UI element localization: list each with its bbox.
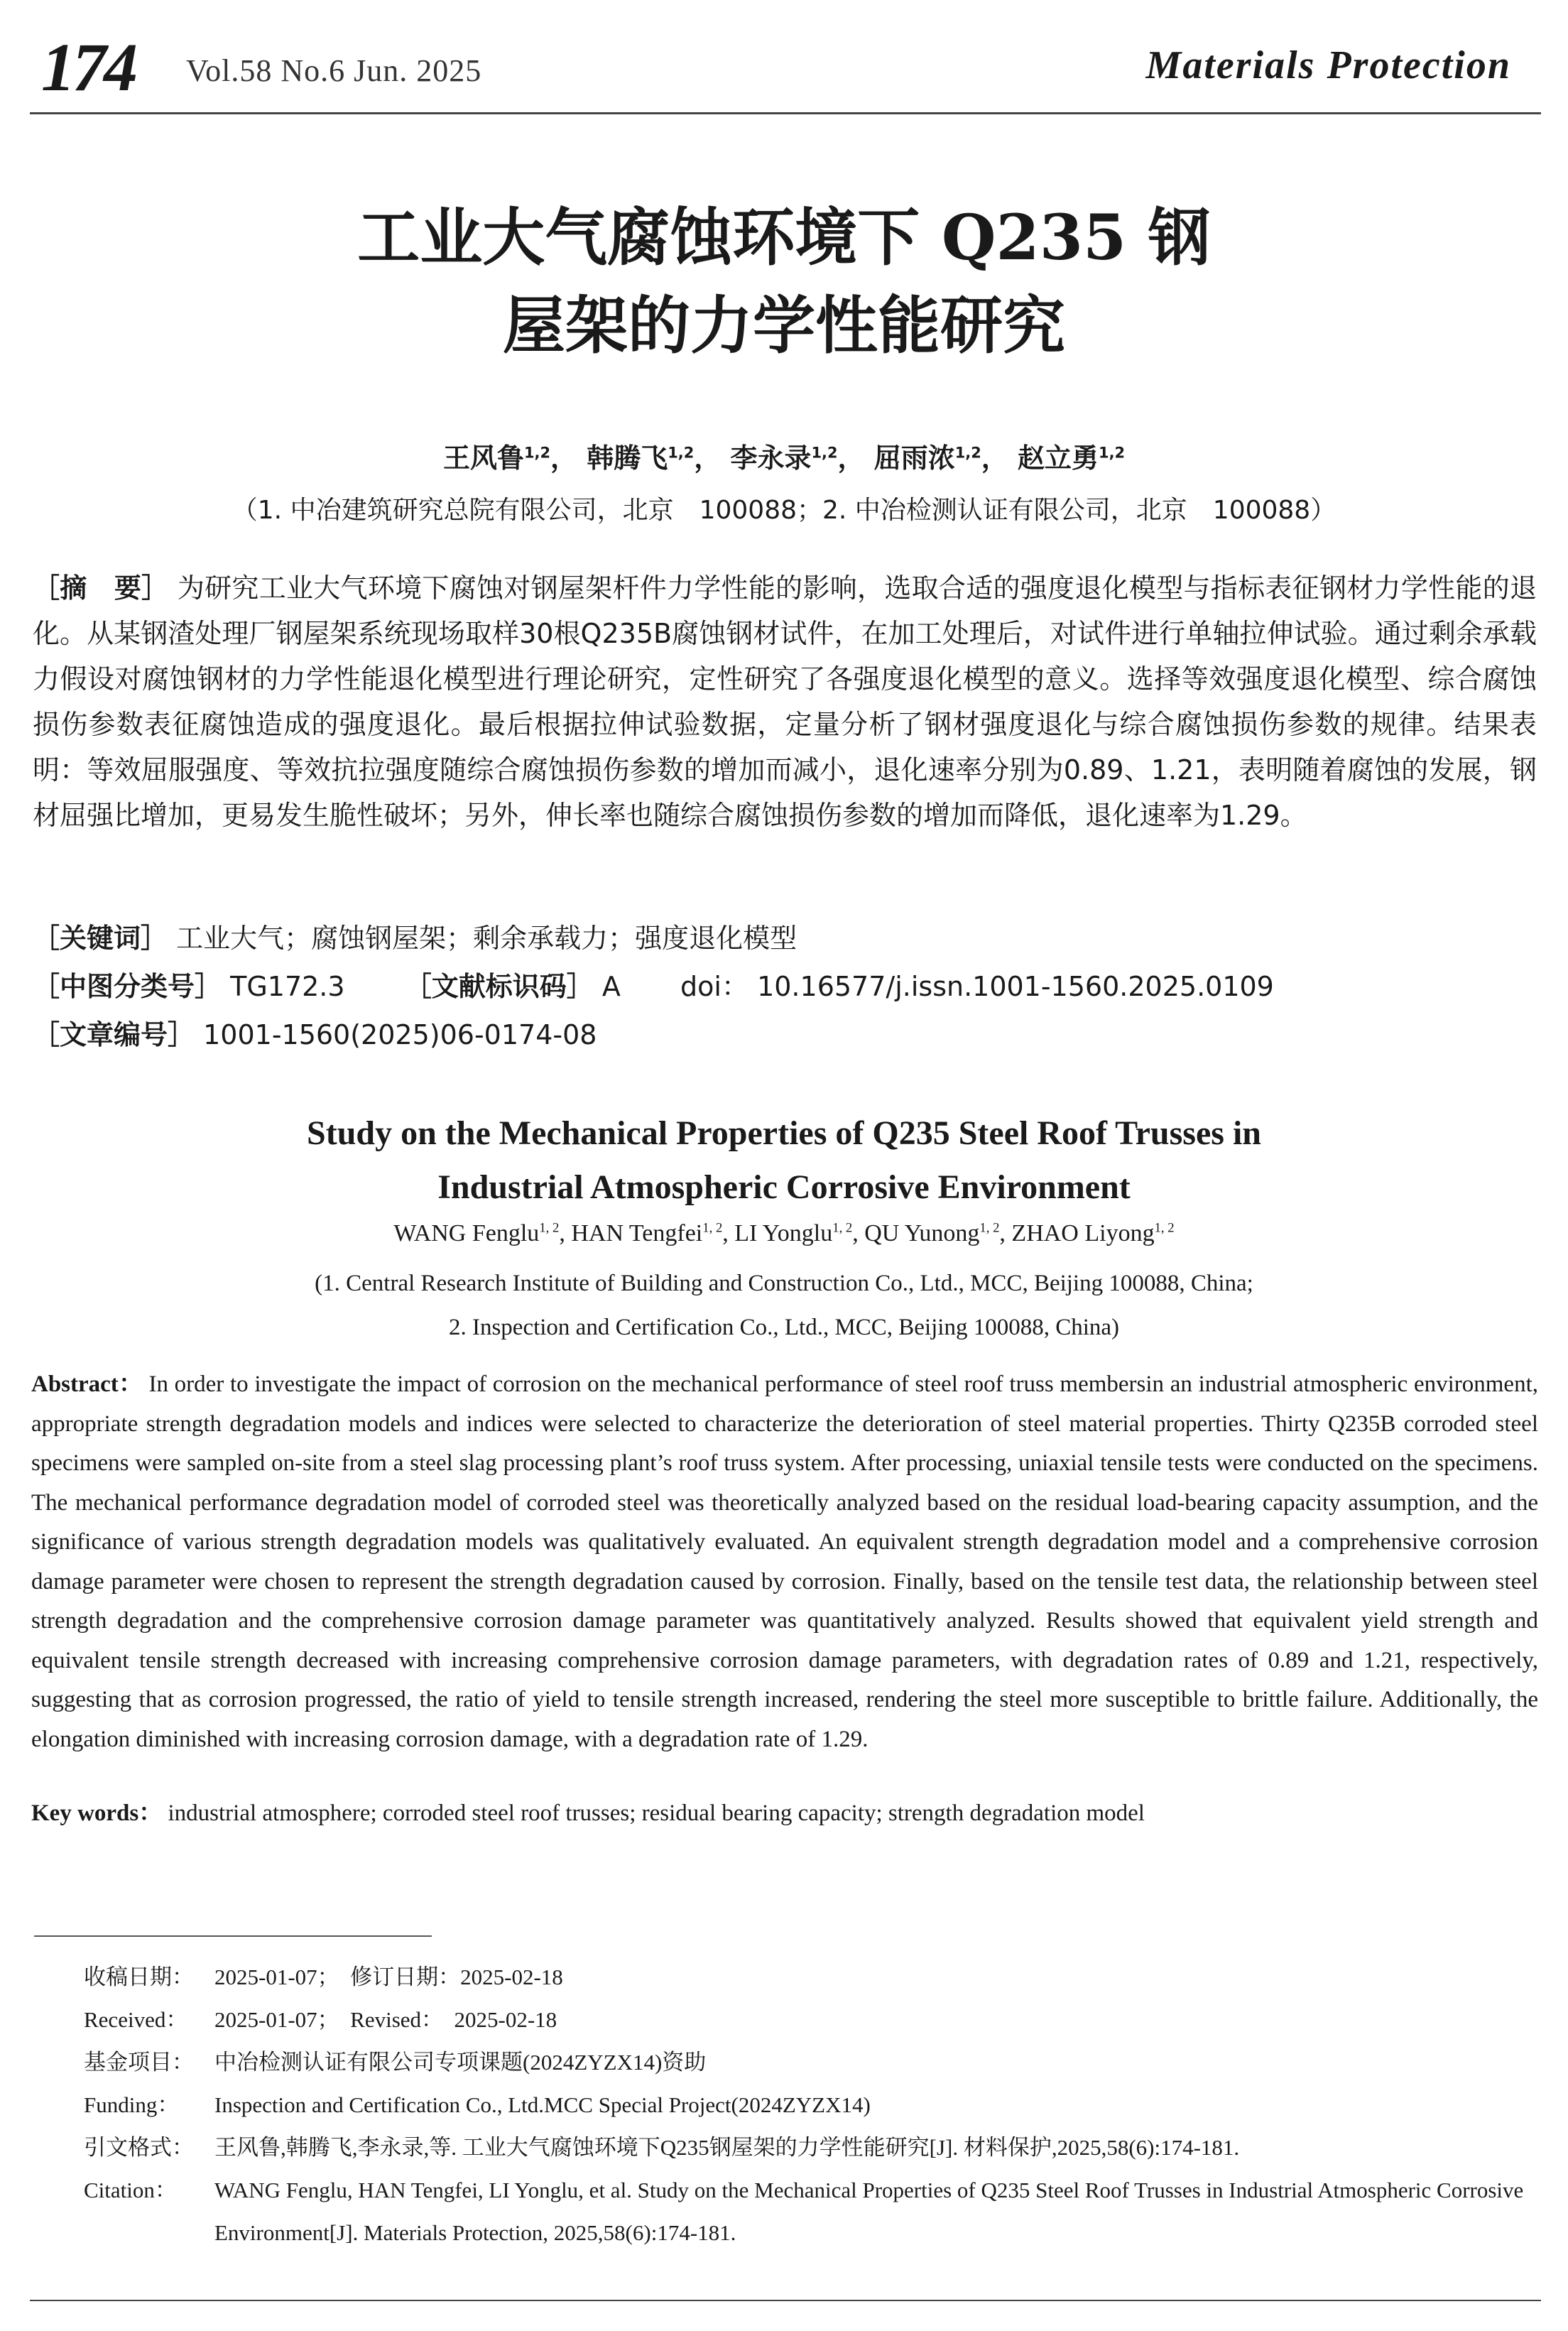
classification-line [33,965,1274,1004]
keywords-en-label: Key words： [31,1800,163,1826]
title-en-line1: Study on the Mechanical Properties of Q235 Steel Roof Trusses in [307,1114,1261,1152]
author-en: LI Yonglu$^{1, 2}$ [734,1220,853,1246]
footnote-citation-en: Citation： WANG Fenglu, HAN Tengfei, LI Yonglu, et al. Study on the Mechanical Properties of Q235 Steel Roof Trusses in Industrial Atmospheric Corrosive Environment[J]. Materials Protection, 2025,58(6):174-181. [84,2178,1524,2245]
clc-label: ［中图分类号］ [33,971,222,1002]
clc-value: TG172.3 [230,971,345,1002]
affiliation-en-line1: (1. Central Research Institute of Building and Construction Co., Ltd., MCC, Beijing 100088, China; [315,1271,1253,1296]
doc-code-label: ［文献标识码］ [404,971,594,1002]
header-rule [30,112,1541,114]
doi-label: doi： [680,971,748,1002]
issue-info: Vol.58 No.6 Jun. 2025 [186,53,482,88]
journal-name: Materials Protection [1145,43,1511,87]
article-number [33,1013,597,1052]
abstract-zh-label: ［摘 要］ [33,572,169,604]
doi-value: 10.16577/j.issn.1001-1560.2025.0109 [757,971,1274,1002]
keywords-en [31,1794,1538,1827]
title-en-line2: Industrial Atmospheric Corrosive Environment [437,1168,1131,1206]
footnote-funding-en: Funding： Inspection and Certification Co., Ltd.MCC Special Project(2024ZYZX14) [84,2092,871,2117]
abstract-zh [33,565,1537,838]
footnote-rule [34,1935,432,1937]
footnotes [84,1956,1547,2254]
keywords-en-text: industrial atmosphere; corroded steel roof trusses; residual bearing capacity; strength degradation model [168,1800,1145,1826]
footnote-citation-zh: 引文格式： 王风鲁,韩腾飞,李永录,等. 工业大气腐蚀环境下Q235钢屋架的力学性能研究[J]. 材料保护,2025,58(6):174-181. [84,2135,1240,2160]
author-zh: 韩腾飞$^{1,2}$ [587,442,695,474]
author-zh: 赵立勇$^{1,2}$ [1018,442,1126,474]
author-en: WANG Fenglu$^{1, 2}$ [393,1220,560,1246]
article-number-label: ［文章编号］ [33,1019,195,1050]
abstract-en [31,1365,1538,1759]
authors-zh: 王风鲁$^{1,2}$， 韩腾飞$^{1,2}$， 李永录$^{1,2}$， 屈雨浓$^{1,2}$， 赵立勇$^{1,2}$ [442,442,1126,474]
title-zh-line2: 屋架的力学性能研究 [502,288,1065,362]
authors-en: WANG Fenglu$^{1, 2}$, HAN Tengfei$^{1, 2}$, LI Yonglu$^{1, 2}$, QU Yunong$^{1, 2}$, ZHAO Liyong$^{1, 2}$ [393,1220,1175,1246]
footnote-funding-zh: 基金项目： 中冶检测认证有限公司专项课题(2024ZYZX14)资助 [84,2050,707,2075]
affiliation-en-line2: 2. Inspection and Certification Co., Ltd., MCC, Beijing 100088, China) [448,1315,1120,1340]
author-en: ZHAO Liyong$^{1, 2}$ [1011,1220,1175,1246]
author-en: HAN Tengfei$^{1, 2}$ [571,1220,723,1246]
abstract-zh-text: 为研究工业大气环境下腐蚀对钢屋架杆件力学性能的影响，选取合适的强度退化模型与指标表征钢材力学性能的退化。从某钢渣处理厂钢屋架系统现场取样30根Q235B腐蚀钢材试件，在加工处理后，对试件进行单轴拉伸试验。通过剩余承载力假设对腐蚀钢材的力学性能退化模型进行理论研究，定性研究了各强度退化模型的意义。选择等效强度退化模型、综合腐蚀损伤参数表征腐蚀造成的强度退化。最后根据拉伸试验数据，定量分析了钢材强度退化与综合腐蚀损伤参数的规律。结果表明：等效屈服强度、等效抗拉强度随综合腐蚀损伤参数的增加而减小，退化速率分别为0.89、1.21，表明随着腐蚀的发展，钢材屈强比增加，更易发生脆性破坏；另外，伸长率也随综合腐蚀损伤参数的增加而降低，退化速率为1.29。 [33,572,1537,831]
keywords-zh-label: ［关键词］ [33,923,168,954]
author-zh: 王风鲁$^{1,2}$ [442,442,550,474]
keywords-zh-text: 工业大气；腐蚀钢屋架；剩余承载力；强度退化模型 [176,923,797,954]
keywords-zh [33,916,797,955]
author-zh: 李永录$^{1,2}$ [730,442,838,474]
doc-code-value: A [601,971,621,1002]
footnote-received-zh: 收稿日期： 2025-01-07； 修订日期：2025-02-18 [84,1965,563,1989]
footnote-received-en: Received： 2025-01-07； Revised： 2025-02-18 [84,2007,557,2032]
abstract-en-text: In order to investigate the impact of corrosion on the mechanical performance of steel roof truss membersin an industrial atmospheric environment, appropriate strength degradation models and indices were selected to characterize the deterioration of steel material properties. Thirty Q235B corroded steel specimens were sampled on-site from a steel slag processing plant’s roof truss system. After processing, uniaxial tensile tests were conducted on the specimens. The mechanical performance degradation model of corroded steel was theoretically analyzed based on the residual load-bearing capacity assumption, and the significance of various strength degradation models was qualitatively evaluated. An equivalent strength degradation model and a comprehensive corrosion damage parameter were chosen to represent the strength degradation caused by corrosion. Finally, based on the tensile test data, the relationship between steel strength degradation and the comprehensive corrosion damage parameter was quantitatively analyzed. Results showed that equivalent yield strength and equivalent tensile strength decreased with increasing comprehensive corrosion damage parameters, with degradation rates of 0.89 and 1.21, respectively, suggesting that as corrosion progressed, the ratio of yield to tensile strength increased, rendering the steel more susceptible to brittle failure. Additionally, the elongation diminished with increasing corrosion damage, with a degradation rate of 1.29. [31,1371,1538,1752]
article-number-value: 1001-1560(2025)06-0174-08 [203,1019,597,1050]
footer-rule [30,2300,1541,2301]
author-en: QU Yunong$^{1, 2}$ [864,1220,1000,1246]
page-number: 174 [41,29,135,105]
title-zh-line1: 工业大气腐蚀环境下 Q235 钢 [357,200,1211,274]
abstract-en-label: Abstract： [31,1371,143,1397]
affiliation-zh: （1. 中冶建筑研究总院有限公司，北京 100088；2. 中冶检测认证有限公司，北京 100088） [232,496,1336,525]
author-zh: 屈雨浓$^{1,2}$ [873,442,981,474]
